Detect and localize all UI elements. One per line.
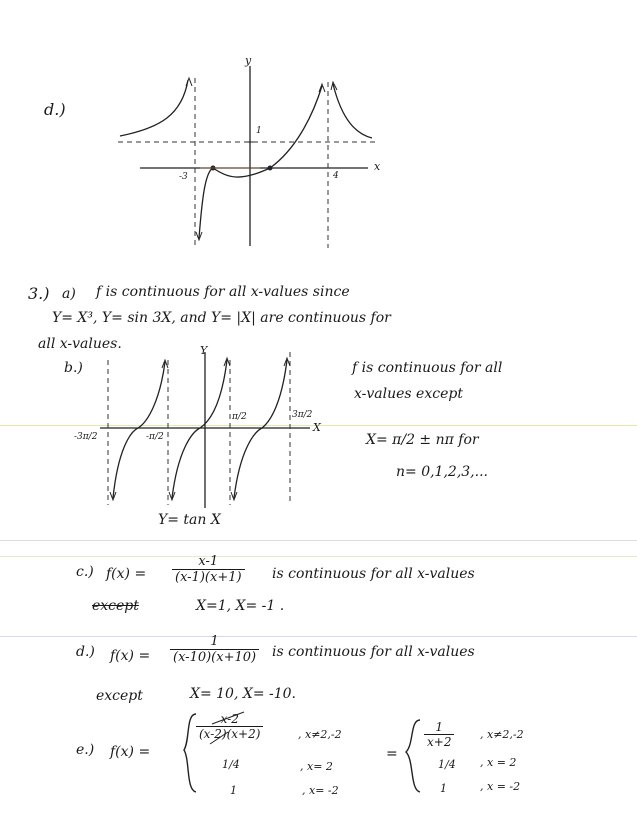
part-d-label: d.) [44,100,66,119]
graph2-tick-neg3pi2: -3π/2 [74,432,98,442]
graph1-tick-4: 4 [333,171,339,181]
problem-3e-right-numerator: 1 [424,720,454,735]
problem-3a-label: a) [62,286,76,302]
graph2-tick-3pi2: 3π/2 [292,410,313,420]
problem-3b-text1: f is continuous for all [352,360,503,376]
problem-3e-right-val2: 1/4 [438,758,456,771]
problem-3e-right-cond1: , x≠2,-2 [480,728,524,741]
problem-3e-label: e.) [76,742,95,758]
problem-3b-label: b.) [64,360,83,376]
graph1-tick-neg3: -3 [179,172,188,182]
problem-3a-line1: f is continuous for all x-values since [96,284,350,300]
problem-3c-label: c.) [76,564,94,580]
graph2-caption: Y= tan X [158,512,221,528]
problem-3c-values: X=1, X= -1 . [196,598,285,614]
graph1-x-label: x [374,160,381,173]
problem-3d-fx: f(x) = [110,648,151,664]
problem-3e-left-denominator: (x-2)(x+2) [199,727,261,741]
graph2-y-label: Y [200,344,208,357]
problem-3e-right-denominator: x+2 [427,735,452,749]
problem-3a-line3: all x-values. [38,336,122,352]
problem-3d-text: is continuous for all x-values [272,644,475,660]
problem-3a-line2: Y= X³, Y= sin 3X, and Y= |X| are continuous for [52,310,391,326]
problem-3e-equals: = [386,746,398,762]
problem-3c-fx: f(x) = [106,566,147,582]
problem-3e-left-fraction [196,712,263,741]
problem-3e-left-numerator: x-2 [196,712,263,727]
problem-3c-text: is continuous for all x-values [272,566,475,582]
graph1-y-label: y [245,54,252,67]
graph2-tick-pi2: π/2 [232,412,247,422]
problem-3e-right-fraction [424,720,454,749]
problem-3e-right-cond2: , x = 2 [480,756,517,769]
problem-3-number: 3.) [28,284,50,303]
problem-3b-formula: X= π/2 ± nπ for [366,432,479,448]
problem-3e-left-cond2: , x= 2 [300,760,333,773]
problem-3c-numerator: x-1 [172,554,245,570]
problem-3b-n: n= 0,1,2,3,... [396,464,488,480]
problem-3e-right-val3: 1 [440,782,447,795]
problem-3e-fx: f(x) = [110,744,151,760]
problem-3d-numerator: 1 [170,634,259,650]
graph1-tick-1: 1 [256,126,262,136]
problem-3d-label: d.) [76,644,95,660]
problem-3d-denominator: (x-10)(x+10) [173,650,257,665]
problem-3d-except: except [96,688,143,704]
problem-3e-left-cond1: , x≠2,-2 [298,728,342,741]
problem-3b-text2: x-values except [354,386,463,402]
problem-3c-denominator: (x-1)(x+1) [175,570,242,585]
problem-3e-right-cond3: , x = -2 [480,780,521,793]
problem-3e-left-cond3: , x= -2 [302,784,339,797]
graph2-tick-negpi2: -π/2 [146,432,164,442]
problem-3c-except: except [92,598,139,614]
problem-3e-left-val2: 1/4 [222,758,240,771]
graph2-x-label: X [313,421,321,434]
problem-3d-values: X= 10, X= -10. [190,686,297,702]
problem-3e-left-val3: 1 [230,784,237,797]
